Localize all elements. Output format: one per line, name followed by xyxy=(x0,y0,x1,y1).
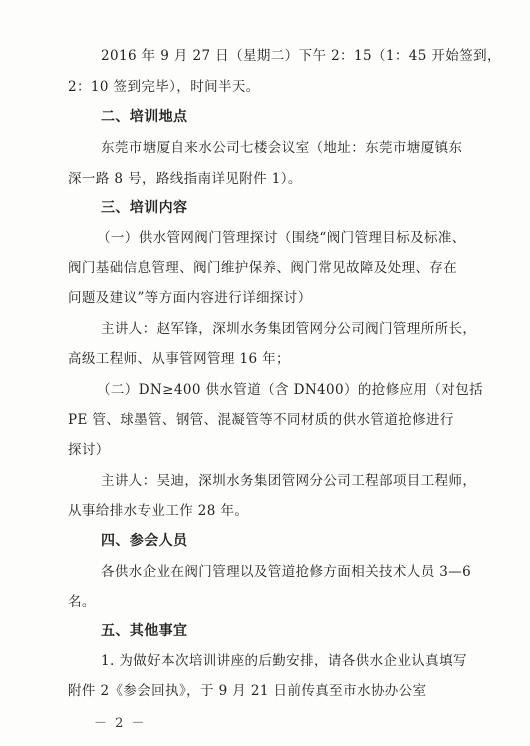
paragraph-line: 探讨） xyxy=(68,442,110,458)
paragraph-line: 2016 年 9 月 27 日（星期二）下午 2：15（1：45 开始签到， xyxy=(101,48,501,64)
paragraph-line: 主讲人：吴迪，深圳水务集团管网分公司工程部项目工程师， xyxy=(101,473,477,489)
section-heading-attendees: 四、参会人员 xyxy=(101,533,188,549)
paragraph-line: 各供水企业在阀门管理以及管道抢修方面相关技术人员 3—6 xyxy=(101,564,472,580)
paragraph-line: 东莞市塘厦自来水公司七楼会议室（地址：东莞市塘厦镇东 xyxy=(101,140,463,156)
paragraph-line: 附件 2《参会回执》，于 9 月 21 日前传真至市水协办公室 xyxy=(68,683,427,699)
paragraph-line: 主讲人：赵军锋，深圳水务集团管网分公司阀门管理所所长， xyxy=(101,321,477,337)
paragraph-line: 名。 xyxy=(68,594,96,610)
paragraph-line: 深一路 8 号，路线指南详见附件 1）。 xyxy=(68,171,302,187)
page-number: － 2 － xyxy=(94,716,147,731)
section-heading-content: 三、培训内容 xyxy=(101,200,188,216)
paragraph-line: 阀门基础信息管理、阀门维护保养、阀门常见故障及处理、存在 xyxy=(68,260,458,276)
paragraph-line: （二）DN≥400 供水管道（含 DN400）的抢修应用（对包括 xyxy=(97,382,484,398)
paragraph-line: 2：10 签到完毕），时间半天。 xyxy=(68,79,260,95)
paragraph-line: PE 管、球墨管、钢管、混凝管等不同材质的供水管道抢修进行 xyxy=(68,412,454,428)
paragraph-line: （一）供水管网阀门管理探讨（围绕“阀门管理目标及标准、 xyxy=(97,230,466,246)
section-heading-other: 五、其他事宜 xyxy=(101,623,188,639)
paragraph-line: 从事给排水专业工作 28 年。 xyxy=(68,503,249,519)
paragraph-line: 高级工程师、从事管网管理 16 年； xyxy=(68,351,290,367)
paragraph-line: 问题及建议”等方面内容进行详细探讨） xyxy=(68,290,312,306)
paragraph-line: 1. 为做好本次培训讲座的后勤安排，请各供水企业认真填写 xyxy=(101,653,467,669)
section-heading-location: 二、培训地点 xyxy=(101,109,188,125)
